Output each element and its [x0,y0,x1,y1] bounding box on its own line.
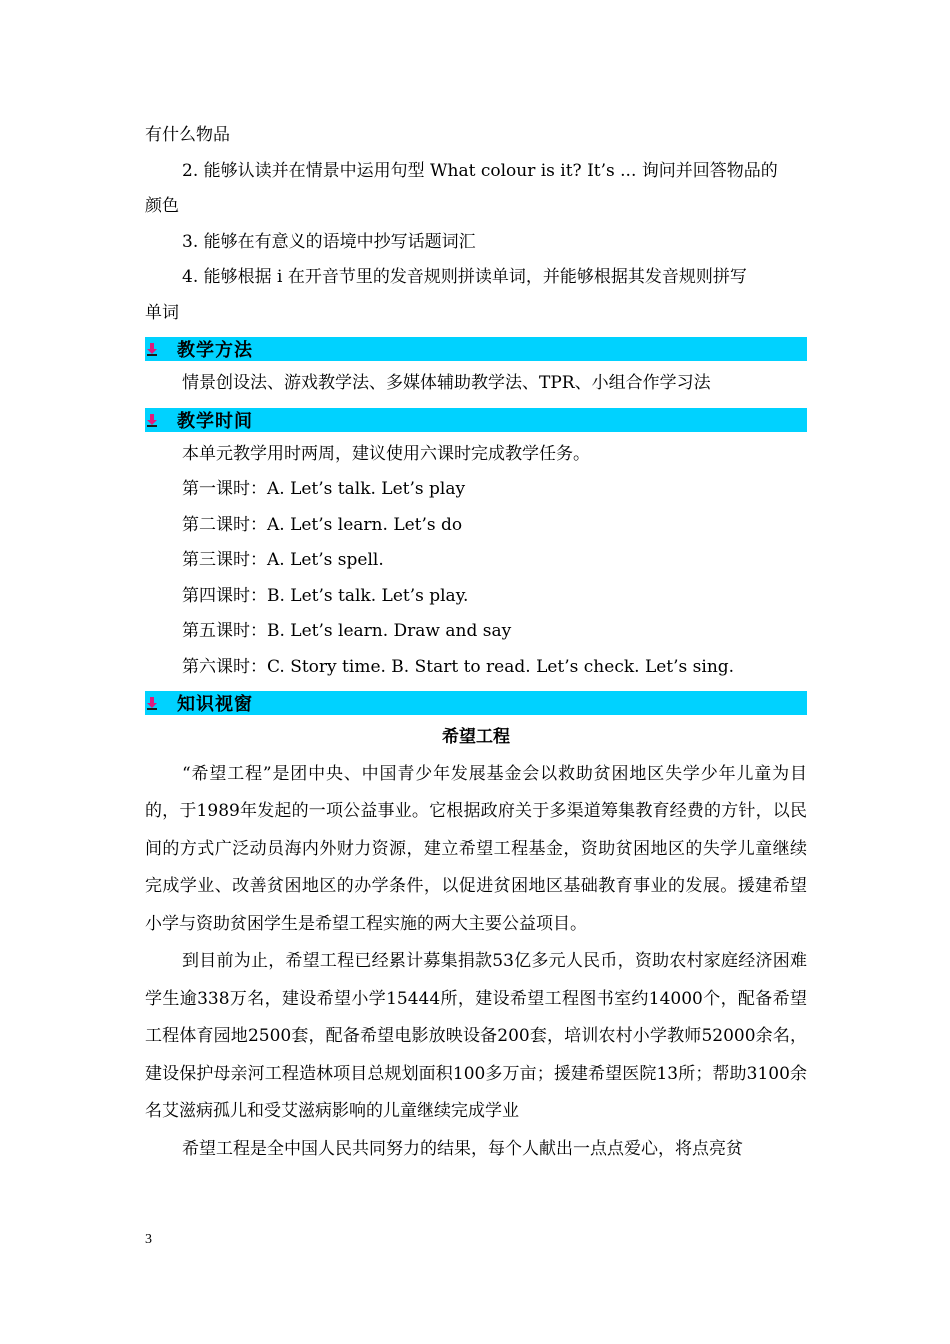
intro-line-1: 有什么物品 [145,125,230,145]
time-line-5: 第四课时：B. Let’s talk. Let’s play. [182,585,469,606]
knowledge-paragraph-1: “希望工程”是团中央、中国青少年发展基金会以救助贫困地区失学少年儿童为目的，于1989年发起的一项公益事业。它根据政府关于多渠道筹集教育经费的方针，以民间的方式广泛动员海内外财力资源，建立希望工程基金，资助贫困地区的失学儿童继续完成学业、改善贫困地区的办学条件，以促进贫困地区基础教育事业的发展。援建希望小学与资助贫困学生是希望工程实施的两大主要公益项目。 [145,763,807,934]
time-line-6: 第五课时：B. Let’s learn. Draw and say [182,621,512,641]
intro-line-6: 单词 [145,302,179,323]
section-title-methods: 教学方法 [177,340,253,361]
section-header-knowledge [145,691,807,715]
intro-line-2: 2. 能够认读并在情景中运用句型 What colour is it? It’s ... 询问并回答物品的 [182,160,778,181]
section-title-time: 教学时间 [177,410,253,432]
page-content [145,118,807,1168]
intro-line-3: 颜色 [145,196,179,216]
section-header-methods [145,337,807,361]
time-line-3: 第二课时：A. Let’s learn. Let’s do [182,514,463,535]
time-line-4: 第三课时：A. Let’s spell. [182,550,384,570]
knowledge-subtitle: 希望工程 [442,727,510,747]
section-header-time [145,408,807,432]
intro-line-4: 3. 能够在有意义的语境中抄写话题词汇 [182,231,476,252]
knowledge-paragraph-2: 到目前为止，希望工程已经累计募集捐款53亿多元人民币，资助农村家庭经济困难学生逾338万名，建设希望小学15444所，建设希望工程图书室约14000个，配备希望工程体育园地2500套，配备希望电影放映设备200套，培训农村小学教师52000余名，建设保护母亲河工程造林项目总规划面积100多万亩；援建希望医院13所；帮助3100余名艾滋病孤儿和受艾滋病影响的儿童继续完成学业 [145,951,807,1121]
arrow-down-bullet-icon [145,342,159,356]
intro-line-5: 4. 能够根据 i 在开音节里的发音规则拼读单词，并能够根据其发音规则拼写 [182,267,747,287]
section-title-knowledge: 知识视窗 [177,694,253,715]
arrow-down-bullet-icon [145,413,159,427]
page-number: 3 [145,1232,152,1247]
time-line-1: 本单元教学用时两周，建议使用六课时完成教学任务。 [182,443,590,464]
arrow-down-bullet-icon [145,696,159,710]
knowledge-paragraph-3: 希望工程是全中国人民共同努力的结果，每个人献出一点点爱心，将点亮贫 [182,1138,743,1159]
time-line-2: 第一课时：A. Let’s talk. Let’s play [182,479,466,499]
methods-line-1: 情景创设法、游戏教学法、多媒体辅助教学法、TPR、小组合作学习法 [182,373,711,393]
time-line-7: 第六课时：C. Story time. B. Start to read. Let’s check. Let’s sing. [182,656,735,677]
